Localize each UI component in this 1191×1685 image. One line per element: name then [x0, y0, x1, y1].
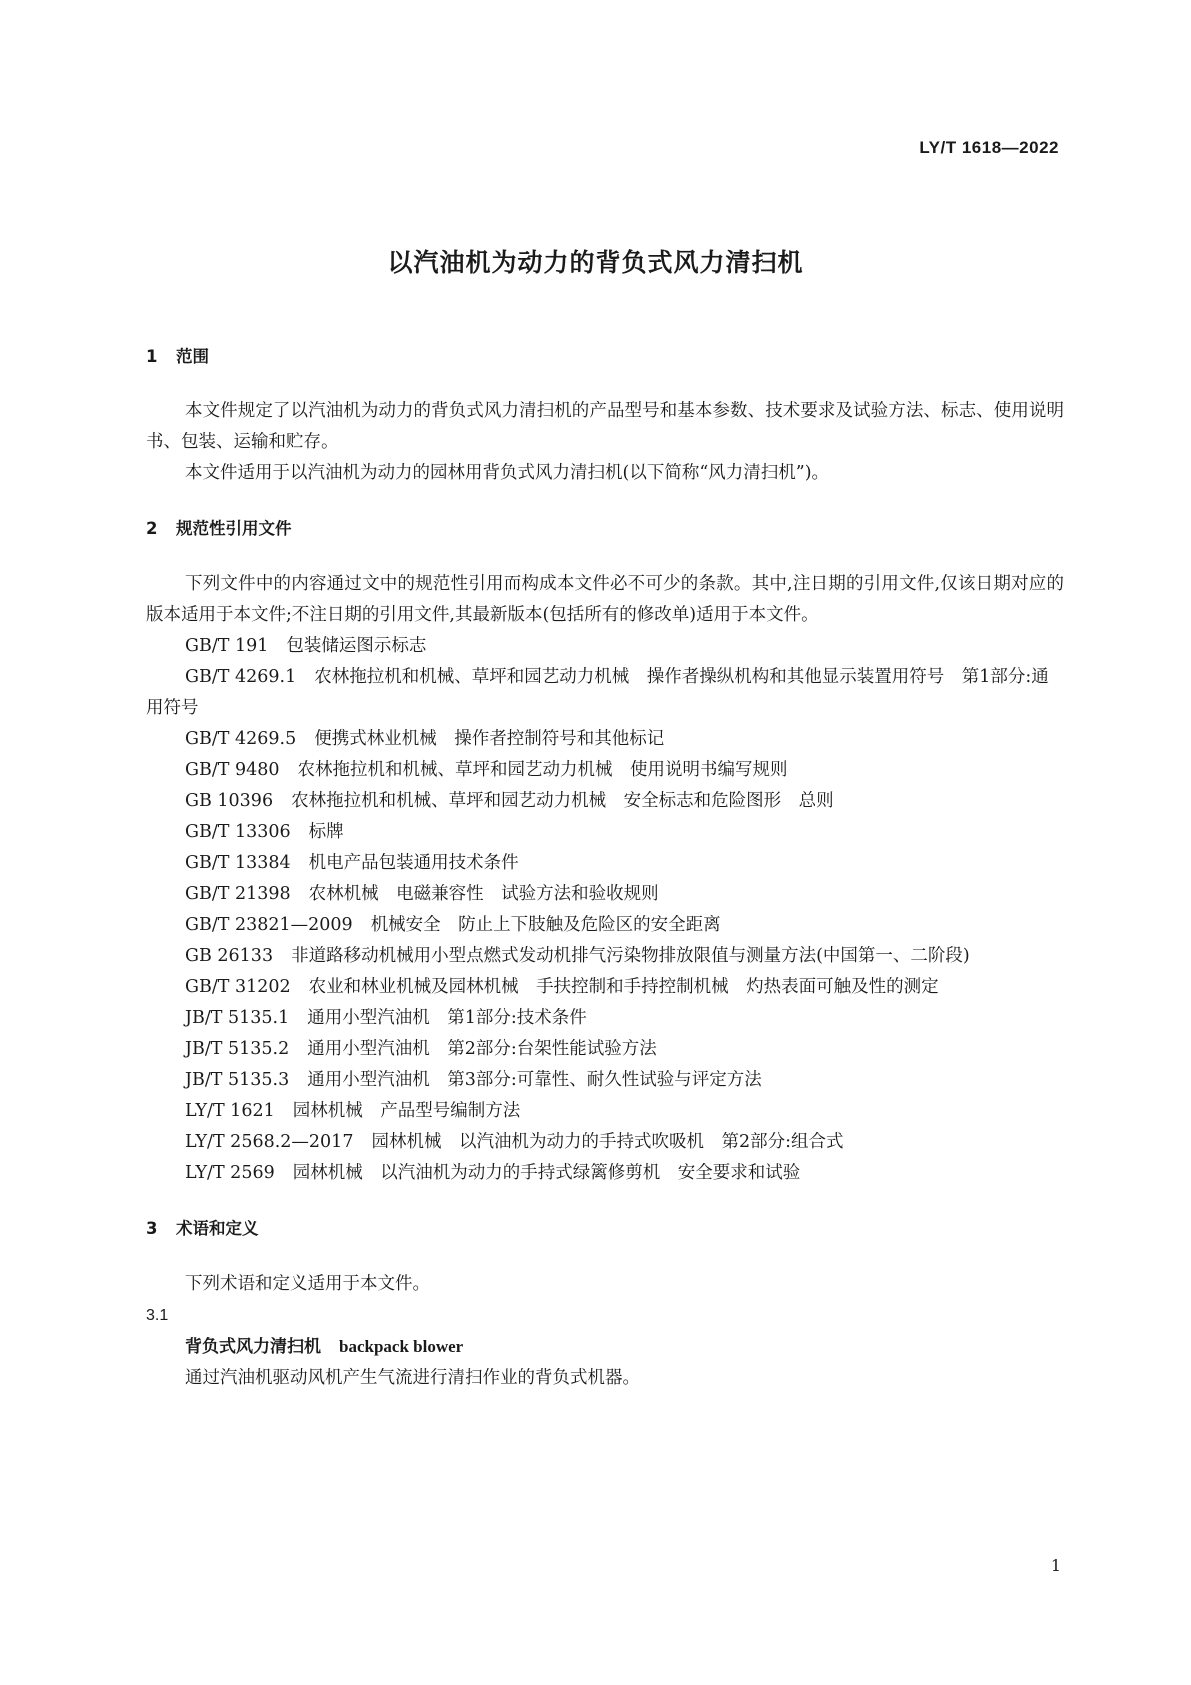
term-number: 3.1: [146, 1307, 169, 1324]
reference-title: 非道路移动机械用小型点燃式发动机排气污染物排放限值与测量方法(中国第一、二阶段): [291, 946, 970, 966]
reference-code: GB/T 21398: [185, 884, 291, 904]
term-name-en: backpack blower: [339, 1337, 464, 1356]
paragraph: 下列文件中的内容通过文中的规范性引用而构成本文件必不可少的条款。其中,注日期的引用文件,仅该日期对应的版本适用于本文件;不注日期的引用文件,其最新版本(包括所有的修改单)适用于本文件。: [146, 574, 1064, 625]
reference-item: [146, 879, 1064, 910]
reference-item: [146, 631, 1064, 662]
section-heading-scope: [146, 342, 1064, 372]
reference-item: [146, 1127, 1064, 1158]
reference-title: 农林拖拉机和机械、草坪和园艺动力机械 安全标志和危险图形 总则: [291, 791, 834, 811]
reference-title: 园林机械 产品型号编制方法: [292, 1101, 521, 1121]
reference-item: [146, 817, 1064, 848]
standard-code: LY/T 1618—2022: [919, 138, 1059, 157]
reference-item: [146, 724, 1064, 755]
reference-code: GB/T 31202: [185, 977, 291, 997]
section-number: 1: [146, 347, 158, 366]
document-body: [146, 342, 1064, 1394]
reference-item: [146, 848, 1064, 879]
reference-list: [146, 631, 1064, 1189]
reference-item: [146, 1158, 1064, 1189]
reference-code: GB/T 23821—2009: [185, 915, 353, 935]
reference-code: GB/T 4269.1: [185, 667, 297, 687]
reference-title: 机械安全 防止上下肢触及危险区的安全距离: [370, 915, 721, 935]
reference-code: JB/T 5135.3: [185, 1070, 290, 1090]
reference-code: LY/T 2569: [185, 1163, 275, 1183]
section-heading-normative: [146, 514, 1064, 544]
paragraph: 本文件规定了以汽油机为动力的背负式风力清扫机的产品型号和基本参数、技术要求及试验方法、标志、使用说明书、包装、运输和贮存。: [146, 401, 1064, 452]
reference-code: GB/T 9480: [185, 760, 280, 780]
reference-item: [146, 755, 1064, 786]
reference-item: [146, 941, 1064, 972]
reference-title: 通用小型汽油机 第2部分:台架性能试验方法: [307, 1039, 657, 1059]
reference-item: [146, 972, 1064, 1003]
page-number: 1: [1050, 1556, 1061, 1575]
reference-title: 标牌: [308, 822, 344, 842]
paragraph: 下列术语和定义适用于本文件。: [185, 1274, 430, 1294]
document-title: 以汽油机为动力的背负式风力清扫机: [387, 248, 804, 277]
paragraph: 本文件适用于以汽油机为动力的园林用背负式风力清扫机(以下简称“风力清扫机”)。: [185, 463, 830, 483]
reference-code: GB/T 191: [185, 636, 269, 656]
term-name: [146, 1331, 1064, 1363]
reference-code: LY/T 1621: [185, 1101, 275, 1121]
reference-title: 农林拖拉机和机械、草坪和园艺动力机械 使用说明书编写规则: [297, 760, 788, 780]
reference-item: [146, 786, 1064, 817]
reference-title: 包装储运图示标志: [286, 636, 427, 656]
reference-item: [146, 910, 1064, 941]
reference-item: [146, 1003, 1064, 1034]
section-title: 术语和定义: [176, 1219, 259, 1238]
reference-code: GB/T 13306: [185, 822, 291, 842]
term-definition: 通过汽油机驱动风机产生气流进行清扫作业的背负式机器。: [185, 1368, 640, 1388]
reference-title: 便携式林业机械 操作者控制符号和其他标记: [314, 729, 665, 749]
reference-title: 通用小型汽油机 第1部分:技术条件: [307, 1008, 587, 1028]
reference-code: JB/T 5135.2: [185, 1039, 290, 1059]
reference-title: 通用小型汽油机 第3部分:可靠性、耐久性试验与评定方法: [307, 1070, 762, 1090]
reference-item: [146, 1034, 1064, 1065]
reference-code: GB/T 4269.5: [185, 729, 297, 749]
section-title: 规范性引用文件: [176, 519, 292, 538]
reference-item: [146, 1096, 1064, 1127]
section-title: 范围: [176, 347, 209, 366]
reference-item: [146, 1065, 1064, 1096]
reference-code: GB 10396: [185, 791, 274, 811]
reference-title: 农业和林业机械及园林机械 手扶控制和手持控制机械 灼热表面可触及性的测定: [308, 977, 939, 997]
term-name-zh: 背负式风力清扫机: [185, 1337, 321, 1357]
reference-item: [146, 662, 1064, 724]
reference-title: 园林机械 以汽油机为动力的手持式绿篱修剪机 安全要求和试验: [292, 1163, 801, 1183]
section-number: 2: [146, 519, 158, 538]
section-heading-terms: [146, 1214, 1064, 1244]
section-number: 3: [146, 1219, 158, 1238]
reference-title: 机电产品包装通用技术条件: [308, 853, 519, 873]
reference-code: GB/T 13384: [185, 853, 291, 873]
reference-code: JB/T 5135.1: [185, 1008, 290, 1028]
reference-title: 农林拖拉机和机械、草坪和园艺动力机械 操作者操纵机构和其他显示装置用符号 第1部分:通用符号: [146, 667, 1049, 718]
reference-title: 农林机械 电磁兼容性 试验方法和验收规则: [308, 884, 659, 904]
reference-title: 园林机械 以汽油机为动力的手持式吹吸机 第2部分:组合式: [371, 1132, 844, 1152]
reference-code: LY/T 2568.2—2017: [185, 1132, 354, 1152]
reference-code: GB 26133: [185, 946, 274, 966]
